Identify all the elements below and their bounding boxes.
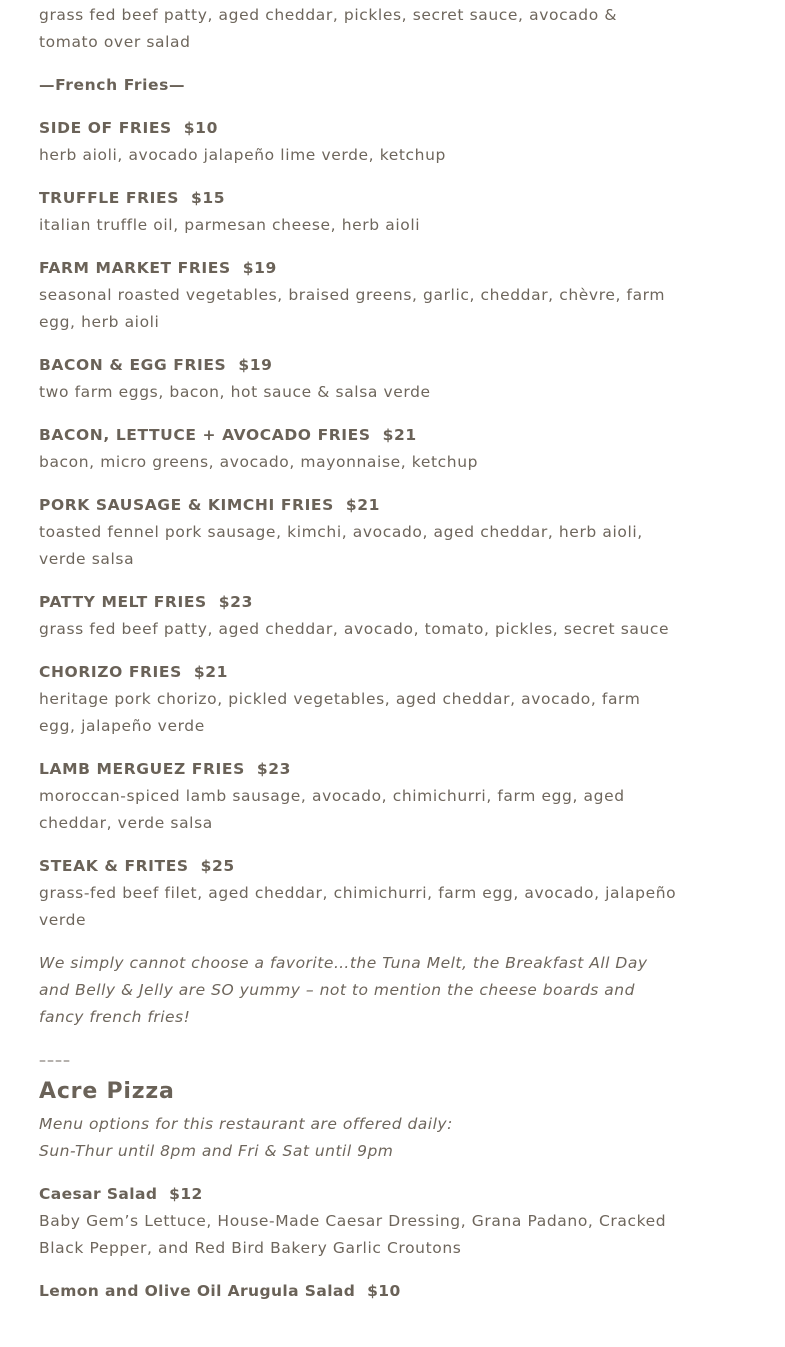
menu-item-title — [39, 115, 679, 142]
menu-item-name: TRUFFLE FRIES — [39, 189, 179, 207]
menu-item-title — [39, 1278, 679, 1305]
menu-item — [39, 756, 679, 837]
menu-item-price: $12 — [169, 1185, 203, 1203]
menu-item — [39, 659, 679, 740]
menu-page — [39, 0, 679, 1305]
menu-item-title — [39, 659, 679, 686]
menu-item-description: grass fed beef patty, aged cheddar, avocado, tomato, pickles, secret sauce — [39, 620, 670, 638]
opening-hours — [39, 1111, 679, 1165]
menu-item — [39, 185, 679, 239]
menu-item — [39, 255, 679, 336]
menu-item-description: grass-fed beef filet, aged cheddar, chimichurri, farm egg, avocado, jalapeño verde — [39, 884, 677, 929]
hours-line: Sun-Thur until 8pm and Fri & Sat until 9pm — [39, 1142, 394, 1160]
menu-item — [39, 853, 679, 934]
hours-line: Menu options for this restaurant are offered daily: — [39, 1115, 453, 1133]
menu-item — [39, 115, 679, 169]
menu-item-name: SIDE OF FRIES — [39, 119, 172, 137]
menu-item-price: $21 — [382, 426, 417, 444]
menu-item-description: bacon, micro greens, avocado, mayonnaise, ketchup — [39, 453, 479, 471]
menu-item-title — [39, 1181, 679, 1208]
menu-item — [39, 422, 679, 476]
menu-item-name: PORK SAUSAGE & KIMCHI FRIES — [39, 496, 334, 514]
menu-item-title — [39, 589, 679, 616]
menu-item-price: $23 — [256, 760, 291, 778]
menu-item — [39, 1278, 679, 1305]
menu-item — [39, 589, 679, 643]
menu-item-name: Lemon and Olive Oil Arugula Salad — [39, 1282, 356, 1300]
section-header-french-fries: —French Fries— — [39, 76, 186, 94]
menu-item-description: seasonal roasted vegetables, braised greens, garlic, cheddar, chèvre, farm egg, herb aioli — [39, 286, 666, 331]
menu-item-price: $19 — [238, 356, 273, 374]
menu-item-title — [39, 422, 679, 449]
menu-item-name: STEAK & FRITES — [39, 857, 189, 875]
menu-item-name: LAMB MERGUEZ FRIES — [39, 760, 245, 778]
menu-item-title — [39, 255, 679, 282]
menu-item-price: $19 — [242, 259, 277, 277]
menu-item-name: PATTY MELT FRIES — [39, 593, 207, 611]
menu-item-description: two farm eggs, bacon, hot sauce & salsa verde — [39, 383, 431, 401]
menu-item-name: FARM MARKET FRIES — [39, 259, 231, 277]
menu-item-name: BACON & EGG FRIES — [39, 356, 227, 374]
menu-item-price: $21 — [345, 496, 381, 514]
menu-item — [39, 492, 679, 573]
menu-item-name: Caesar Salad — [39, 1185, 158, 1203]
menu-item-description: toasted fennel pork sausage, kimchi, avocado, aged cheddar, herb aioli, verde salsa — [39, 523, 643, 568]
section-divider: –––– — [39, 1053, 71, 1069]
menu-item-title — [39, 853, 679, 880]
menu-item — [39, 1181, 679, 1262]
editor-note: We simply cannot choose a favorite…the Tuna Melt, the Breakfast All Day and Belly & Jelly are SO yummy – not to mention the cheese boards and fancy french fries! — [39, 954, 648, 1026]
menu-item-title — [39, 185, 679, 212]
menu-item-name: CHORIZO FRIES — [39, 663, 182, 681]
restaurant-title: Acre Pizza — [39, 1079, 175, 1104]
menu-item-name: BACON, LETTUCE + AVOCADO FRIES — [39, 426, 371, 444]
menu-item-description: heritage pork chorizo, pickled vegetables, aged cheddar, avocado, farm egg, jalapeño verde — [39, 690, 641, 735]
menu-item-title — [39, 352, 679, 379]
menu-item-price: $21 — [193, 663, 229, 681]
menu-item-price: $15 — [190, 189, 226, 207]
menu-item-price: $25 — [200, 857, 235, 875]
menu-item-price: $10 — [183, 119, 218, 137]
menu-item-description: herb aioli, avocado jalapeño lime verde, ketchup — [39, 146, 446, 164]
menu-item-price: $23 — [218, 593, 253, 611]
menu-item-description: grass fed beef patty, aged cheddar, pickles, secret sauce, avocado & tomato over salad — [39, 6, 618, 51]
menu-item — [39, 352, 679, 406]
menu-item-description: italian truffle oil, parmesan cheese, herb aioli — [39, 216, 421, 234]
menu-item-title — [39, 756, 679, 783]
menu-item-description: moroccan-spiced lamb sausage, avocado, chimichurri, farm egg, aged cheddar, verde salsa — [39, 787, 625, 832]
menu-item-description: Baby Gem’s Lettuce, House-Made Caesar Dressing, Grana Padano, Cracked Black Pepper, and Red Bird Bakery Garlic Croutons — [39, 1212, 667, 1257]
menu-item-price: $10 — [367, 1282, 401, 1300]
menu-item-title — [39, 492, 679, 519]
